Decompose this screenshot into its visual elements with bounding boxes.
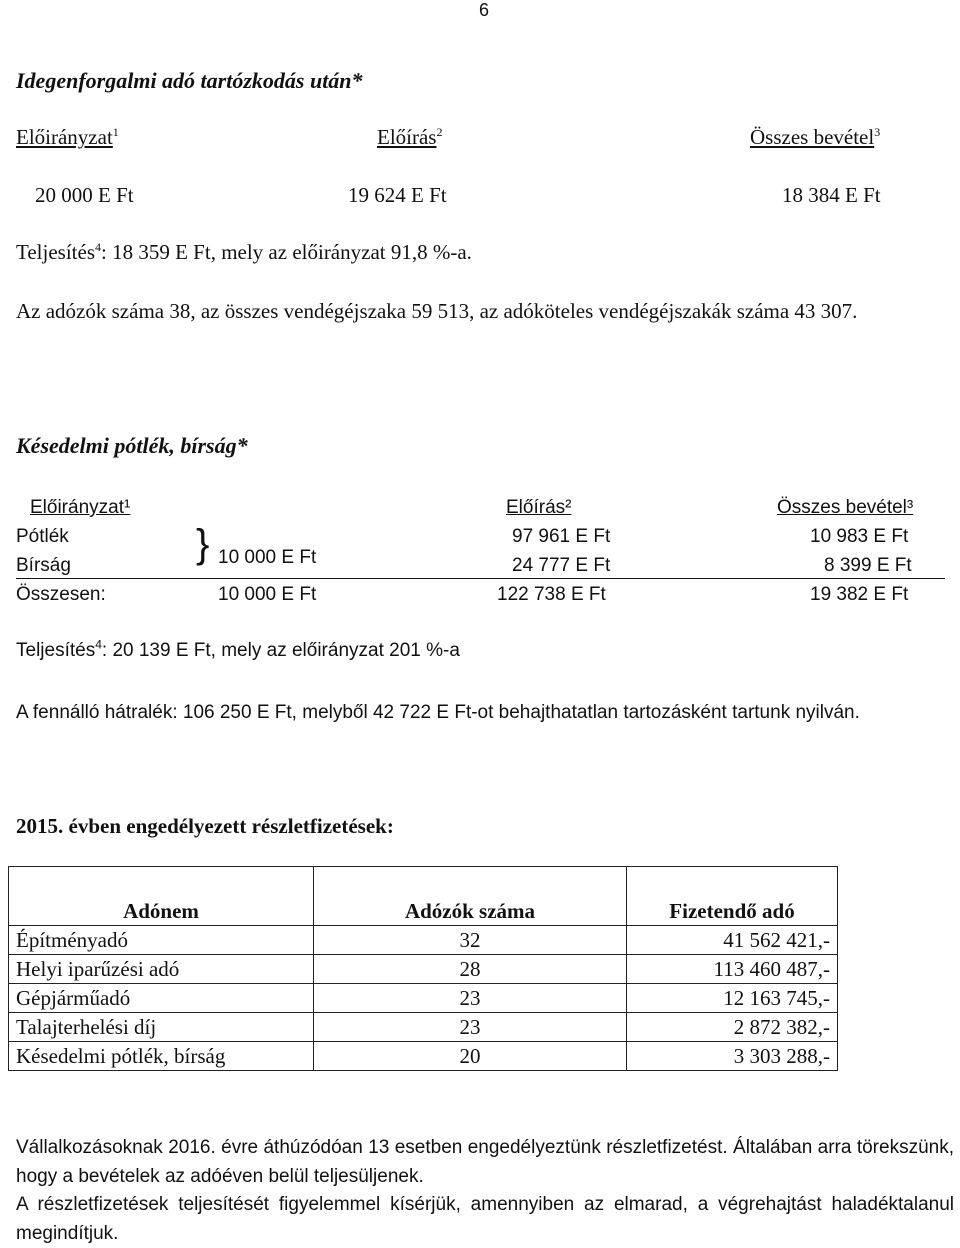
- reszletfizetes-table: [8, 866, 838, 1071]
- table-cell-fizetendo: 113 460 487,-: [627, 955, 838, 984]
- table-cell-adonem: Késedelmi pótlék, bírság: [9, 1042, 314, 1071]
- section1-title: Idegenforgalmi adó tartózkodás után*: [16, 68, 363, 93]
- table-row: [9, 984, 838, 1013]
- total-bevetel: 19 382 E Ft: [810, 584, 909, 605]
- teljesites-prefix: Teljesítés: [16, 640, 96, 661]
- header-osszes-bevetel: [750, 125, 880, 150]
- s2-header-eloiranyzat: Előirányzat¹: [30, 497, 131, 518]
- table-row: [9, 1042, 838, 1071]
- shared-eloiranyzat: 10 000 E Ft: [218, 547, 317, 568]
- column-header: Fizetendő adó: [627, 867, 838, 926]
- row-birsag-bevetel: 8 399 E Ft: [824, 555, 912, 576]
- page-number: 6: [479, 0, 490, 20]
- header-eloiras: [377, 125, 442, 150]
- header-eloiranyzat: [16, 125, 119, 150]
- value-eloiranyzat: 20 000 E Ft: [35, 183, 134, 207]
- table-cell-fizetendo: 2 872 382,-: [627, 1013, 838, 1042]
- header-eloiras-label: Előírás: [377, 125, 437, 149]
- table-header-row: [9, 867, 838, 926]
- table-cell-adozok: 23: [314, 984, 627, 1013]
- table-cell-fizetendo: 41 562 421,-: [627, 926, 838, 955]
- row-potlek-label: Pótlék: [16, 526, 69, 547]
- row-birsag-label: Bírság: [16, 555, 71, 576]
- footnote-marker: 4: [95, 240, 102, 254]
- total-label: Összesen:: [16, 584, 106, 605]
- value-eloiras: 19 624 E Ft: [348, 183, 447, 207]
- table-cell-adonem: Talajterhelési díj: [9, 1013, 314, 1042]
- total-divider: [16, 578, 945, 579]
- value-osszes-bevetel: 18 384 E Ft: [782, 183, 881, 207]
- paragraph-vegrehajtas: A részletfizetések teljesítését figyelemmel kísérjük, amennyiben az elmarad, a végrehajtást haladéktalanul megindítjuk.: [16, 1194, 954, 1244]
- header-osszes-bevetel-label: Összes bevétel: [750, 125, 875, 149]
- table-row: [9, 955, 838, 984]
- footnote-marker: 1: [112, 125, 119, 139]
- footnote-marker: 4: [95, 637, 102, 652]
- table-cell-adozok: 28: [314, 955, 627, 984]
- section2-title: Késedelmi pótlék, bírság*: [16, 433, 248, 458]
- teljesites-prefix: Teljesítés: [16, 240, 96, 264]
- table-cell-adonem: Gépjárműadó: [9, 984, 314, 1013]
- teljesites-text: : 18 359 E Ft, mely az előirányzat 91,8 %-a.: [101, 240, 472, 264]
- row-potlek-bevetel: 10 983 E Ft: [810, 526, 909, 547]
- s2-header-osszes-bevetel: Összes bevétel³: [777, 497, 914, 518]
- header-eloiranyzat-label: Előirányzat: [16, 125, 113, 149]
- table-cell-adonem: Helyi iparűzési adó: [9, 955, 314, 984]
- section1-adozok-text: Az adózók száma 38, az összes vendégéjszaka 59 513, az adóköteles vendégéjszakák száma 43 307.: [16, 299, 858, 323]
- table-cell-adonem: Építményadó: [9, 926, 314, 955]
- table-row: [9, 926, 838, 955]
- column-header: Adónem: [9, 867, 314, 926]
- paragraph-vallalkozasok: Vállalkozásoknak 2016. évre áthúzódóan 13 esetben engedélyeztünk részletfizetést. Általában arra törekszünk, hogy a bevételek az adóéven belül teljesüljenek.: [16, 1137, 954, 1187]
- teljesites-text: : 20 139 E Ft, mely az előirányzat 201 %-a: [101, 640, 460, 661]
- row-potlek-eloiras: 97 961 E Ft: [512, 526, 611, 547]
- table-cell-adozok: 32: [314, 926, 627, 955]
- total-eloiranyzat: 10 000 E Ft: [218, 584, 317, 605]
- table-cell-adozok: 23: [314, 1013, 627, 1042]
- total-eloiras: 122 738 E Ft: [497, 584, 606, 605]
- footnote-marker: 2: [436, 125, 443, 139]
- section3-title: 2015. évben engedélyezett részletfizetések:: [16, 814, 394, 838]
- table-row: [9, 1013, 838, 1042]
- row-birsag-eloiras: 24 777 E Ft: [512, 555, 611, 576]
- s2-header-eloiras: Előírás²: [506, 497, 572, 518]
- table-cell-fizetendo: 12 163 745,-: [627, 984, 838, 1013]
- section2-teljesites: [16, 637, 460, 662]
- hatralek-text: A fennálló hátralék: 106 250 E Ft, melyből 42 722 E Ft-ot behajthatatlan tartozásként tartunk nyilván.: [16, 702, 860, 723]
- brace-icon: }: [196, 522, 210, 566]
- footnote-marker: 3: [874, 125, 881, 139]
- column-header: Adózók száma: [314, 867, 627, 926]
- section1-teljesites: [16, 240, 472, 265]
- table-cell-adozok: 20: [314, 1042, 627, 1071]
- table-cell-fizetendo: 3 303 288,-: [627, 1042, 838, 1071]
